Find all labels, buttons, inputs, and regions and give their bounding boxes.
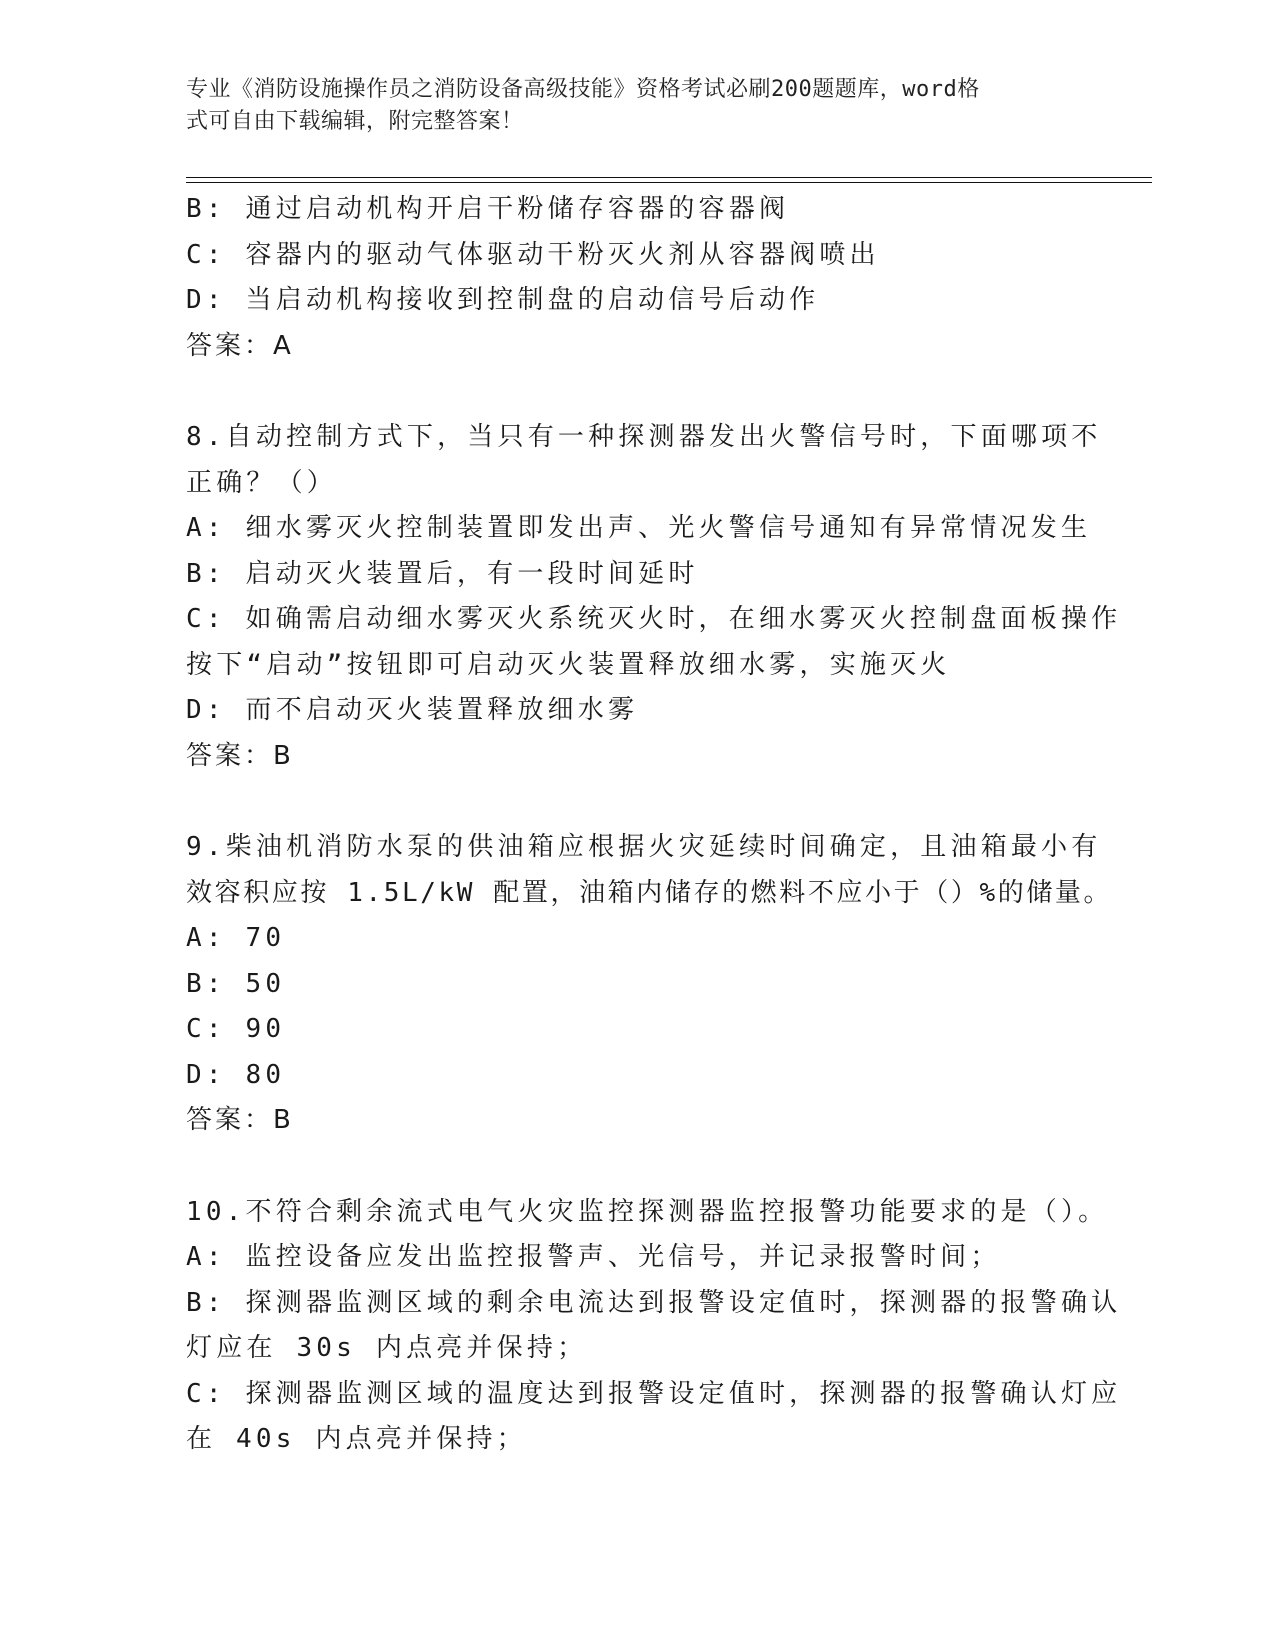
question-7-continued [186,187,1086,369]
question-list [186,187,1122,1463]
q7-answer: 答案：A [186,330,294,361]
q9-option-d: D: 80 [186,1059,286,1090]
question-9 [186,825,1113,1144]
spacer [186,369,1086,415]
q10-option-c-line-1: C: 探测器监测区域的温度达到报警设定值时，探测器的报警确认灯应 [186,1378,1122,1409]
q9-option-c: C: 90 [186,1014,286,1044]
q9-stem-line-1: 9.柴油机消防水泵的供油箱应根据火灾延续时间确定，且油箱最小有 [186,832,1102,862]
q8-stem-line-1: 8.自动控制方式下，当只有一种探测器发出火警信号时，下面哪项不 [186,422,1102,452]
header-divider-top [186,177,1152,178]
q10-option-a: A: 监控设备应发出监控报警声、光信号，并记录报警时间； [186,1242,1001,1272]
q8-option-d: D: 而不启动灭火装置释放细水雾 [186,695,639,725]
spacer [186,1144,1086,1190]
header-divider-bottom [186,182,1152,183]
q8-option-a: A: 细水雾灭火控制装置即发出声、光火警信号通知有异常情况发生 [186,513,1092,543]
q8-stem-line-2: 正确？（） [186,467,338,498]
q7-option-d: D: 当启动机构接收到控制盘的启动信号后动作 [186,285,820,315]
q10-stem-line-1: 10.不符合剩余流式电气火灾监控探测器监控报警功能要求的是（）。 [186,1196,1109,1227]
q10-option-b-line-1: B: 探测器监测区域的剩余电流达到报警设定值时，探测器的报警确认 [186,1287,1122,1318]
q10-option-c-line-2: 在 40s 内点亮并保持； [186,1424,527,1454]
document-header [186,74,1066,138]
q8-option-c-line-2: 按下“启动”按钮即可启动灭火装置释放细水雾，实施灭火 [186,649,951,680]
header-line-2: 式可自由下载编辑，附完整答案！ [186,109,524,134]
q8-option-b: B: 启动灭火装置后，有一段时间延时 [186,558,699,589]
q9-option-b: B: 50 [186,968,286,999]
q9-answer: 答案：B [186,1105,294,1135]
q8-option-c-line-1: C: 如确需启动细水雾灭火系统灭火时，在细水雾灭火控制盘面板操作 [186,604,1122,634]
question-8 [186,415,1122,779]
question-10 [186,1190,1122,1463]
q10-option-b-line-2: 灯应在 30s 内点亮并保持； [186,1333,588,1363]
header-line-1: 专业《消防设施操作员之消防设备高级技能》资格考试必刷200题题库，word格 [186,77,980,102]
q9-stem-line-2: 效容积应按 1.5L/kW 配置，油箱内储存的燃料不应小于（）%的储量。 [186,877,1113,908]
q7-option-b: B: 通过启动机构开启干粉储存容器的容器阀 [186,194,790,224]
spacer [186,779,1086,825]
q9-option-a: A: 70 [186,923,286,953]
q8-answer: 答案：B [186,740,294,771]
q7-option-c: C: 容器内的驱动气体驱动干粉灭火剂从容器阀喷出 [186,239,880,270]
